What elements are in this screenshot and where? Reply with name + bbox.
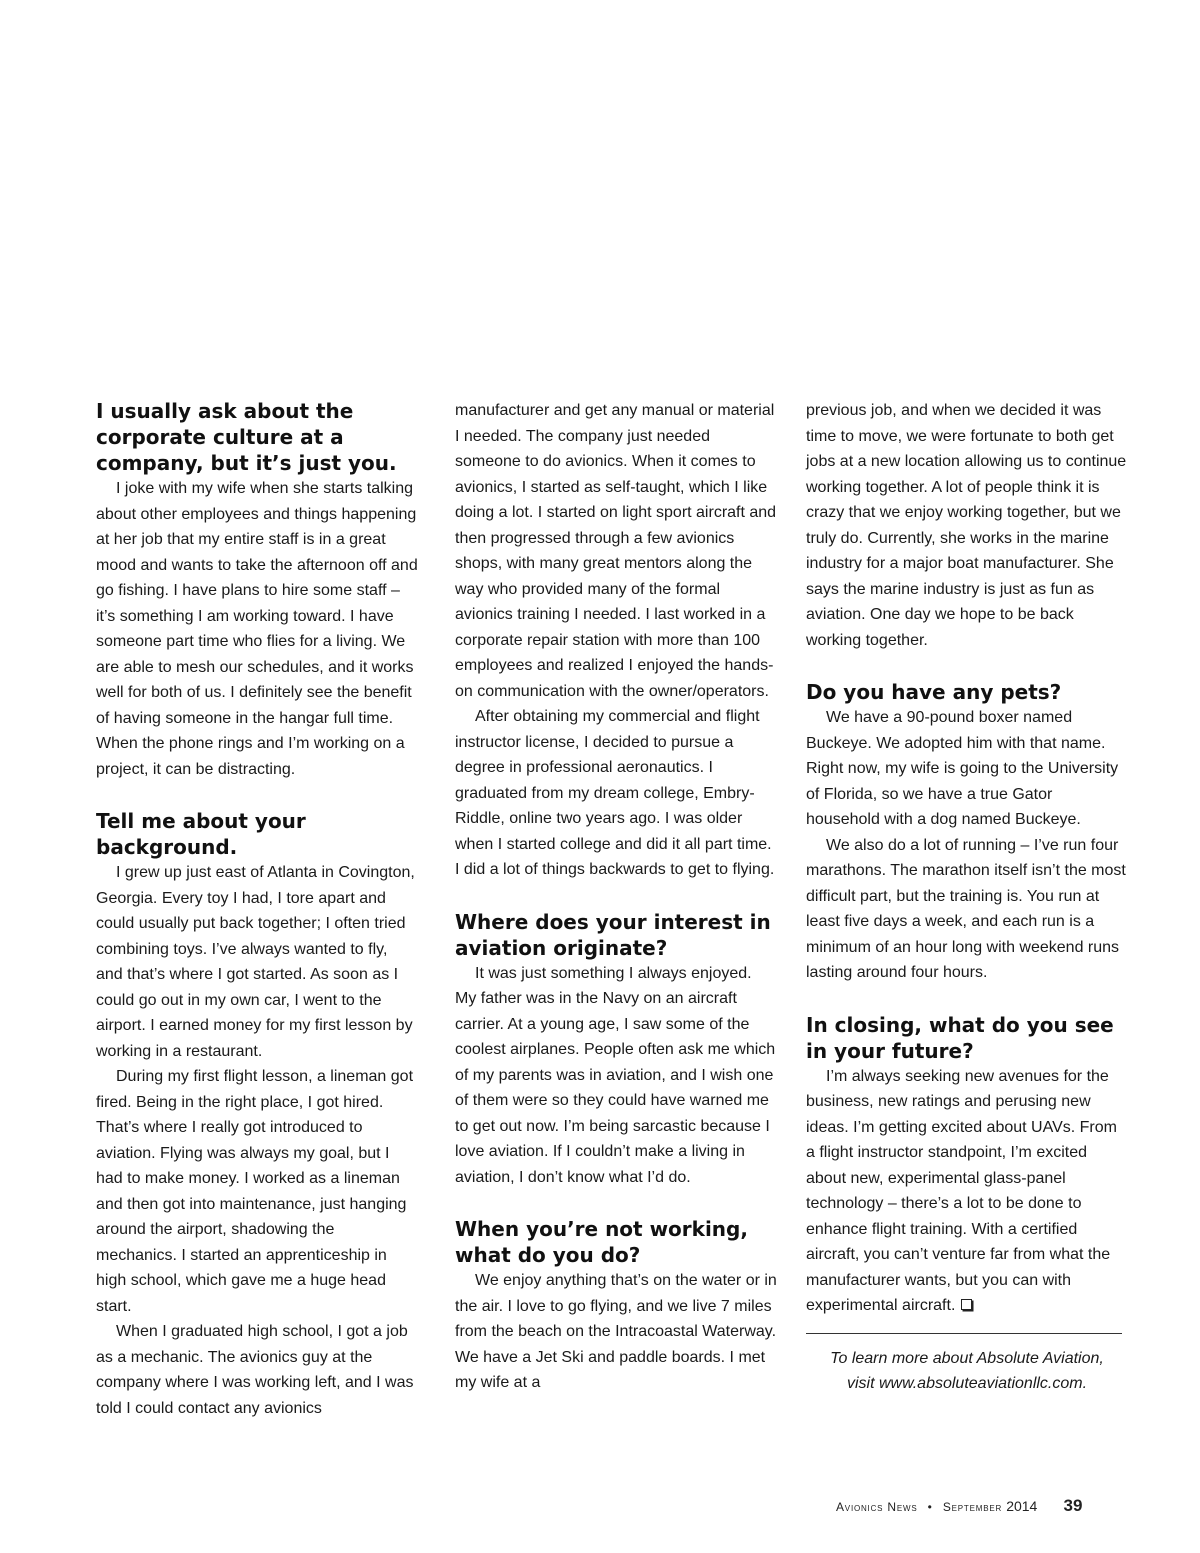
body-paragraph: manufacturer and get any manual or material I needed. The company just needed someone to do avionics. When it comes to avionics, I started as self-taught, which I like doing a lot. I started on light sport aircraft and then progressed through a few avionics shops, with many great mentors along the way who provided many of the formal avionics training I needed. I last worked in a corporate repair station with more than 100 employees and realized I enjoyed the hands-on communication with the owner/operators. xyxy=(455,402,777,700)
section-heading: Do you have any pets? xyxy=(806,680,1062,704)
page-footer xyxy=(836,1496,1082,1516)
end-mark-icon xyxy=(961,1299,972,1310)
body-paragraph: previous job, and when we decided it was time to move, we were fortunate to both get jobs at a new location allowing us to continue working together. A lot of people think it is crazy that we enjoy working together, but we truly do. Currently, she works in the marine industry for a major boat manufacturer. She says the marine industry is just as fun as aviation. One day we hope to be back working together. xyxy=(806,402,1127,649)
article-column-3 xyxy=(806,398,1128,1396)
body-paragraph: I grew up just east of Atlanta in Covington, Georgia. Every toy I had, I tore apart and could usually put back together; I often tried combining toys. I’ve always wanted to fly, and that’s where I got started. As soon as I could go out in my own car, I went to the airport. I earned money for my first lesson by working in a restaurant. xyxy=(96,864,415,1060)
body-text: I’m always seeking new avenues for the business, new ratings and perusing new ideas. I’m getting excited about UAVs. From a flight instructor standpoint, I’m excited about new, experimental glass-panel technology – there’s a lot to be done to enhance flight training. With a certified aircraft, you can’t venture far from what the manufacturer wants, but you can with experimental aircraft. xyxy=(806,1067,1117,1314)
issue-year: 2014 xyxy=(1006,1498,1038,1514)
body-paragraph: It was just something I always enjoyed. My father was in the Navy on an aircraft carrier. At a young age, I saw some of the coolest airplanes. People often ask me which of my parents was in aviation, and I wish one of them were so they could have warned me to get out now. I’m being sarcastic because I love aviation. If I couldn’t make a living in aviation, I don’t know what I’d do. xyxy=(455,964,776,1186)
article-column-1 xyxy=(96,398,418,1421)
section-heading: In closing, what do you see in your future? xyxy=(806,1012,1114,1063)
divider xyxy=(806,1333,1122,1334)
article-column-2 xyxy=(455,398,777,1396)
issue-month: September xyxy=(942,1500,1003,1514)
body-paragraph: When I graduated high school, I got a job as a mechanic. The avionics guy at the company where I was working left, and I was told I could contact any avionics xyxy=(96,1323,414,1417)
section-heading: Tell me about your background. xyxy=(96,809,306,859)
closing-paragraph xyxy=(806,1064,1128,1319)
body-paragraph: I joke with my wife when she starts talking about other employees and things happening at her job that my entire staff is in a great mood and wants to take the afternoon off and go fishing. I have plans to hire some staff – it’s something I am working toward. I have someone part time who flies for a living. We are able to mesh our schedules, and it works well for both of us. I definitely see the benefit of having someone in the hangar full time. When the phone rings and I’m working on a project, it can be distracting. xyxy=(96,480,418,778)
body-paragraph: We have a 90-pound boxer named Buckeye. We adopted him with that name. Right now, my wife is going to the University of Florida, so we have a true Gator household with a dog named Buckeye. xyxy=(806,709,1119,828)
info-note-line-2: visit www.absoluteaviationllc.com. xyxy=(846,1374,1088,1392)
bullet-separator: • xyxy=(927,1500,933,1514)
body-paragraph: During my first flight lesson, a lineman got fired. Being in the right place, I got hired. That’s where I really got introduced to aviation. Flying was always my goal, but I had to make money. I worked as a lineman and then got into maintenance, just hanging around the airport, shadowing the mechanics. I started an apprenticeship in high school, which gave me a huge head start. xyxy=(96,1068,414,1315)
section-heading: I usually ask about the corporate culture at a company, but it’s just you. xyxy=(96,399,397,475)
body-paragraph: We enjoy anything that’s on the water or in the air. I love to go flying, and we live 7 miles from the beach on the Intracoastal Waterway. We have a Jet Ski and paddle boards. I met my wife at a xyxy=(455,1272,777,1391)
info-note-line-1: To learn more about Absolute Aviation, xyxy=(830,1349,1104,1367)
body-paragraph: After obtaining my commercial and flight instructor license, I decided to pursue a degree in professional aeronautics. I graduated from my dream college, Embry-Riddle, online two years ago. I was older when I started college and did it all part time. I did a lot of things backwards to get to flying. xyxy=(455,708,775,878)
body-paragraph: We also do a lot of running – I’ve run four marathons. The marathon itself isn’t the most difficult part, but the training is. You run at least five days a week, and each run is a minimum of an hour long with weekend runs lasting around four hours. xyxy=(806,836,1126,981)
page-number: 39 xyxy=(1063,1496,1083,1515)
publication-name: Avionics News xyxy=(836,1500,918,1514)
section-heading: When you’re not working, what do you do? xyxy=(455,1217,748,1267)
section-heading: Where does your interest in aviation originate? xyxy=(455,909,771,960)
